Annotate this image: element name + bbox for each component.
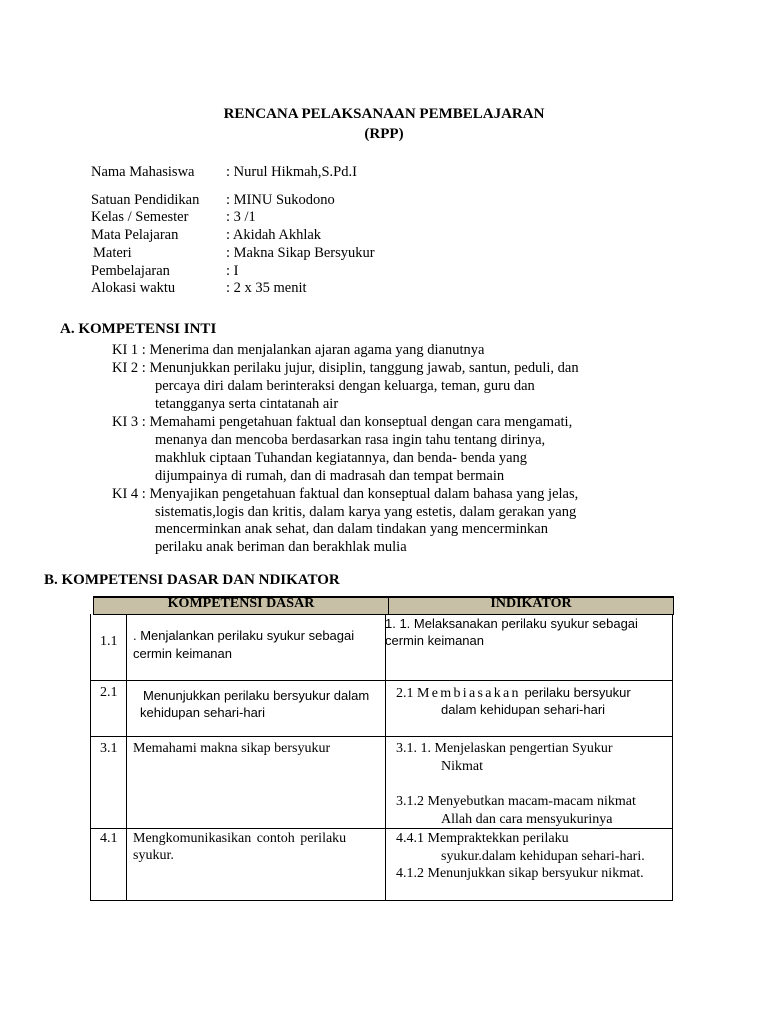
kd-text: kehidupan sehari-hari [140,705,266,720]
indikator-text: 4.1.2 Menunjukkan sikap bersyukur nikmat. [396,866,644,881]
ki3-line: menanya dan mencoba berdasarkan rasa ingin tahu tentang dirinya, [155,432,546,448]
kelas-label: Kelas / Semester [91,209,189,225]
table-border [90,680,673,681]
kd-text: Mengkomunikasikan contoh perilaku [133,831,347,846]
doc-subtitle: (RPP) [364,126,404,142]
nama-label: Nama Mahasiswa [91,164,195,180]
kelas-value: : 3 /1 [226,209,256,225]
alokasi-value: : 2 x 35 menit [226,280,307,296]
kd-text: . Menjalankan perilaku syukur sebagai [133,628,355,643]
indikator-text: syukur.dalam kehidupan sehari-hari. [441,849,645,864]
pembelajaran-label: Pembelajaran [91,263,170,279]
indikator-text: Nikmat [441,759,483,774]
section-a-heading: A. KOMPETENSI INTI [60,321,217,337]
kd-text: Memahami makna sikap bersyukur [133,741,331,756]
nama-value: : Nurul Hikmah,S.Pd.I [226,164,357,180]
table-border [90,900,673,901]
doc-title: RENCANA PELAKSANAAN PEMBELAJARAN [223,106,545,122]
mapel-value: : Akidah Akhlak [226,227,322,243]
satuan-label: Satuan Pendidikan [91,192,200,208]
ki4-line: mencerminkan anak sehat, dan dalam tindakan yang mencerminkan [155,521,548,537]
indikator-text: 4.4.1 Mempraktekkan perilaku [396,831,569,846]
ki4-line: KI 4 : Menyajikan pengetahuan faktual dan konseptual dalam bahasa yang jelas, [112,486,579,502]
ki2-line: tetangganya serta cintatanah air [155,396,339,412]
col-header-indikator: INDIKATOR [490,596,572,611]
table-border [672,614,673,901]
ki4-line: perilaku anak beriman dan berakhlak mulia [155,539,407,555]
ki3-line: KI 3 : Memahami pengetahuan faktual dan konseptual dengan cara mengamati, [112,414,573,430]
kd-text: syukur. [133,848,174,863]
ki3-line: dijumpainya di rumah, dan di madrasah dan tempat bermain [155,468,505,484]
ki2-line: KI 2 : Menunjukkan perilaku jujur, disiplin, tanggung jawab, santun, peduli, dan [112,360,579,376]
pembelajaran-value: : I [226,263,239,279]
table-border [385,614,386,901]
kd-number: 4.1 [100,831,118,846]
ki3-line: makhluk ciptaan Tuhandan kegiatannya, dan benda- benda yang [155,450,528,466]
kd-number: 3.1 [100,741,118,756]
indikator-text: 3.1.2 Menyebutkan macam-macam nikmat [396,794,636,809]
mapel-label: Mata Pelajaran [91,227,179,243]
indikator-text: 1. 1. Melaksanakan perilaku syukur sebagai [385,616,638,631]
kd-text: Menunjukkan perilaku bersyukur dalam [143,688,370,703]
ki1-line: KI 1 : Menerima dan menjalankan ajaran agama yang dianutnya [112,342,485,358]
satuan-value: : MINU Sukodono [226,192,335,208]
indikator-text: 2.1 Membiasakan perilaku bersyukur [396,685,631,701]
kd-text: cermin keimanan [133,646,232,661]
materi-value: : Makna Sikap Bersyukur [226,245,375,261]
table-border [90,736,673,737]
indikator-text: cermin keimanan [385,633,484,648]
indikator-text: dalam kehidupan sehari-hari [441,702,606,717]
col-header-kd: KOMPETENSI DASAR [167,596,315,611]
section-b-heading: B. KOMPETENSI DASAR DAN NDIKATOR [44,572,340,588]
ki4-line: sistematis,logis dan kritis, dalam karya yang estetis, dalam gerakan yang [155,504,577,520]
indikator-text: 3.1. 1. Menjelaskan pengertian Syukur [396,741,613,756]
table-border [126,614,127,901]
materi-label: Materi [93,245,132,261]
kd-number: 2.1 [100,685,118,700]
indikator-text: Allah dan cara mensyukurinya [441,812,613,827]
ki2-line: percaya diri dalam berinteraksi dengan keluarga, teman, guru dan [155,378,535,394]
kd-number: 1.1 [100,634,118,649]
alokasi-label: Alokasi waktu [91,280,176,296]
table-border [90,614,91,901]
table-border [673,596,674,615]
